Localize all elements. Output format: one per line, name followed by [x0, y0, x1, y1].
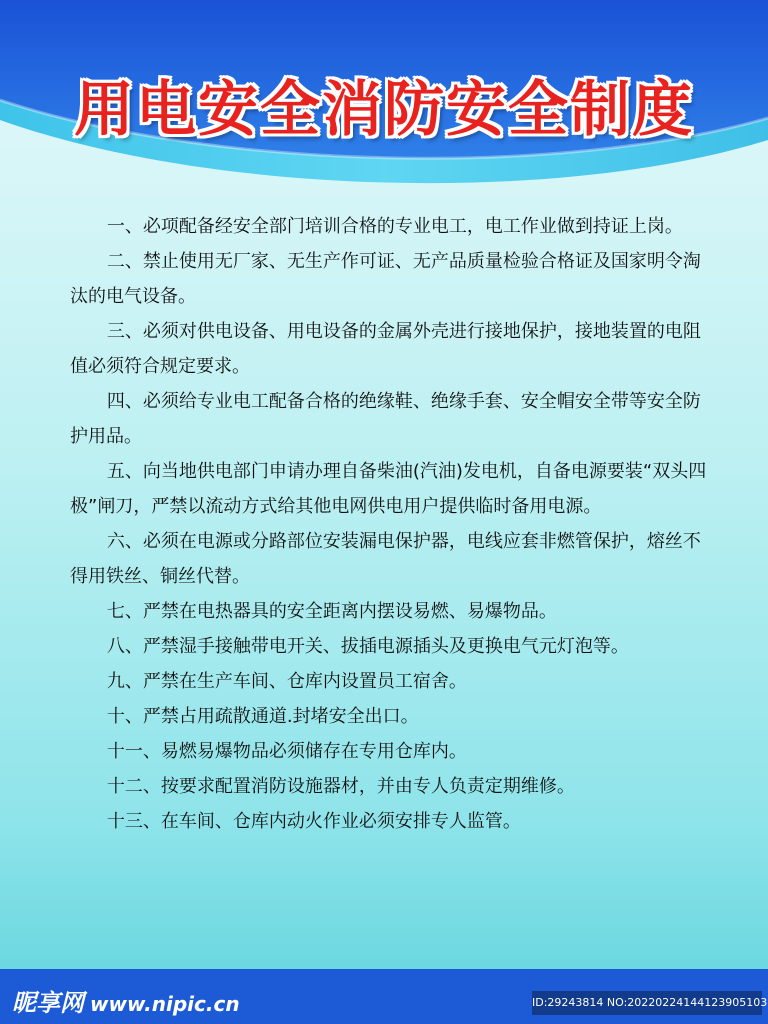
- footer-bar: [0, 969, 768, 1024]
- rules-list: [70, 209, 710, 839]
- rule-item: 九、严禁在生产车间、仓库内设置员工宿舍。: [106, 671, 467, 692]
- rule-item: 七、严禁在电热器具的安全距离内摆设易燃、易爆物品。: [106, 601, 557, 622]
- rule-item: 三、必须对供电设备、用电设备的金属外壳进行接地保护，接地装置的电阻值必须符合规定要求。: [70, 321, 701, 377]
- rule-item: 二、禁止使用无厂家、无生产作可证、无产品质量检验合格证及国家明令淘汰的电气设备。: [70, 251, 701, 307]
- watermark-url: www.nipic.cn: [90, 992, 240, 1016]
- rule-item: 四、必须给专业电工配备合格的绝缘鞋、绝缘手套、安全帽安全带等安全防护用品。: [70, 391, 701, 447]
- rule-item: 五、向当地供电部门申请办理自备柴油(汽油)发电机，自备电源要装“双头四极”闸刀，严禁以流动方式给其他电网供电用户提供临时备用电源。: [70, 461, 707, 517]
- rule-item: 十一、易燃易爆物品必须储存在专用仓库内。: [106, 741, 467, 762]
- image-id-label: ID:29243814 NO:20220224144123905103: [532, 991, 762, 1015]
- rule-item: 十二、按要求配置消防设施器材，并由专人负责定期维修。: [106, 776, 575, 797]
- page-title: 用电安全消防安全制度: [74, 75, 694, 145]
- rule-item: 一、必项配备经安全部门培训合格的专业电工，电工作业做到持证上岗。: [106, 216, 683, 237]
- rule-item: 十、严禁占用疏散通道.封堵安全出口。: [106, 706, 419, 727]
- rule-item: 十三、在车间、仓库内动火作业必须安排专人监管。: [106, 811, 521, 832]
- rule-item: 八、严禁湿手接触带电开关、拔插电源插头及更换电气元灯泡等。: [106, 636, 629, 657]
- rule-item: 六、必须在电源或分路部位安装漏电保护器，电线应套非燃管保护，熔丝不得用铁丝、铜丝代替。: [70, 531, 701, 587]
- watermark-logo: [12, 983, 240, 1018]
- watermark-logo-text: 昵享网: [12, 989, 84, 1017]
